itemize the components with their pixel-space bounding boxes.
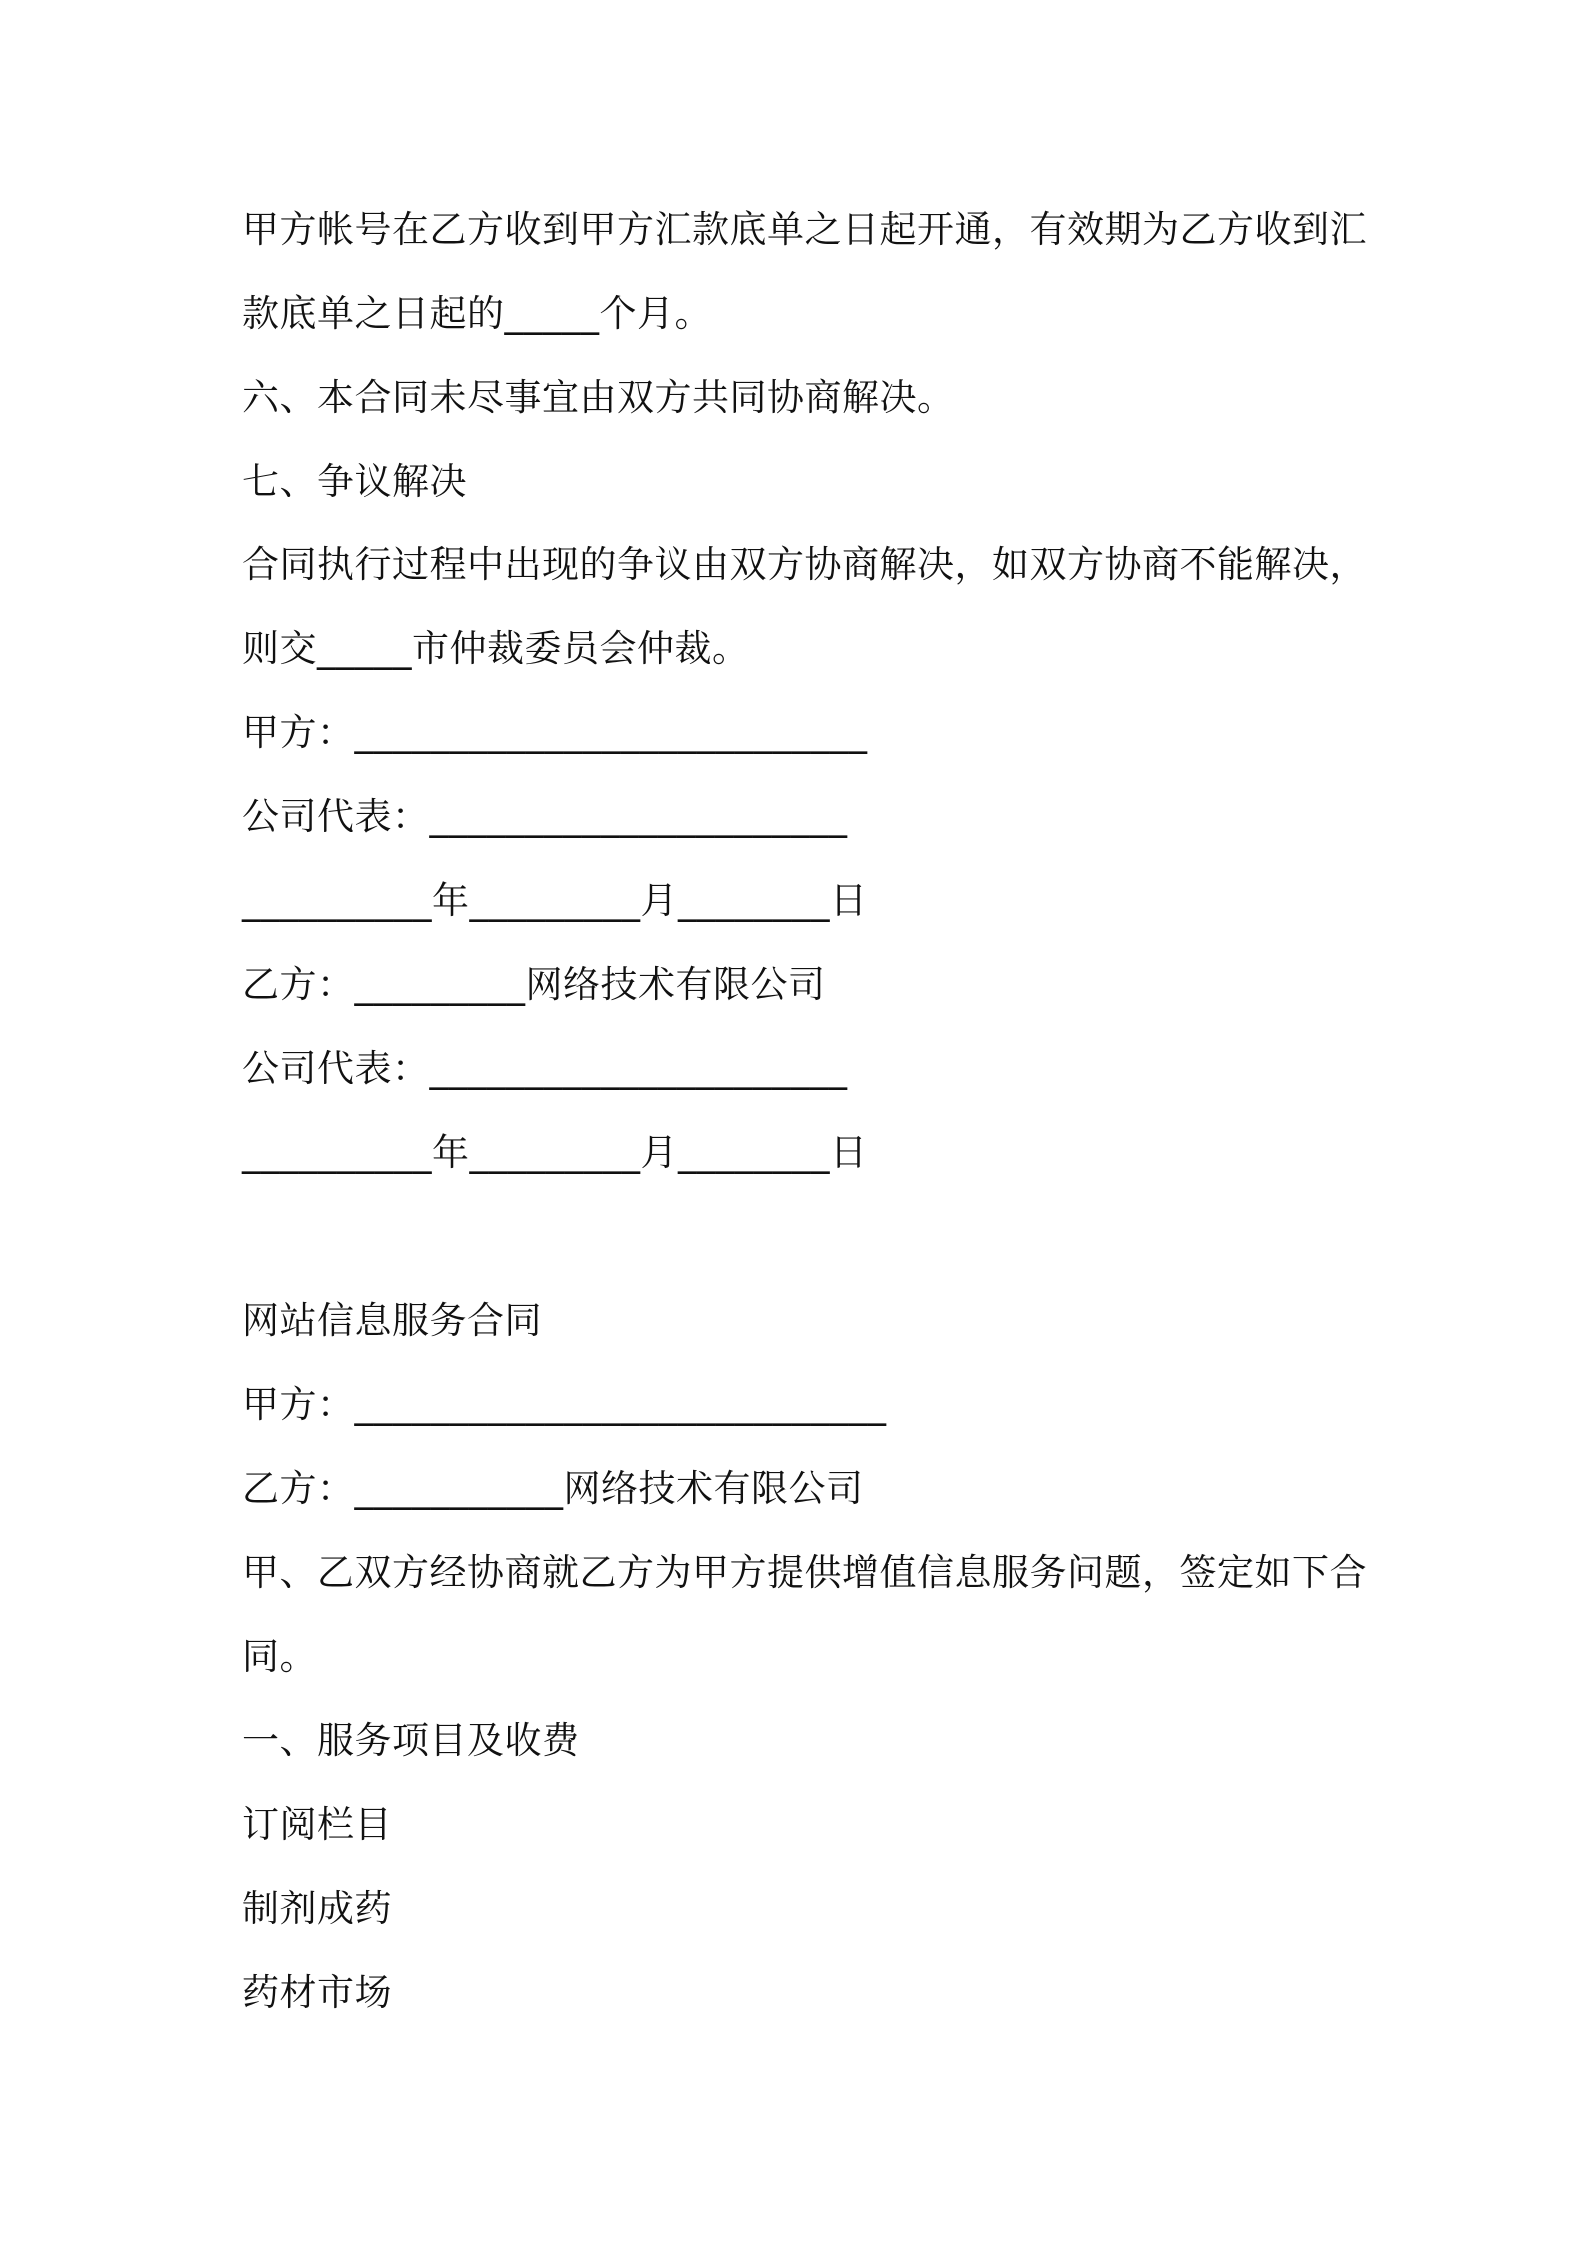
- party-a-line: 甲方：____________________________: [242, 1383, 887, 1426]
- party-b-line: 乙方：___________网络技术有限公司: [242, 1467, 864, 1510]
- section-heading: 一、服务项目及收费: [242, 1719, 580, 1762]
- list-item: 药材市场: [242, 1971, 392, 2014]
- date-line: __________年_________月________日: [242, 879, 868, 922]
- section-heading: 六、本合同未尽事宜由双方共同协商解决。: [242, 376, 955, 419]
- text-line: 合同执行过程中出现的争议由双方协商解决，如双方协商不能解决，: [242, 543, 1367, 586]
- signature-line-party-a: 甲方：___________________________: [242, 711, 868, 754]
- signature-line-party-b: 乙方：_________网络技术有限公司: [242, 963, 826, 1006]
- signature-line-representative: 公司代表：______________________: [242, 795, 848, 838]
- text-line: 则交_____市仲裁委员会仲裁。: [242, 627, 750, 670]
- date-line: __________年_________月________日: [242, 1131, 868, 1174]
- section-heading: 七、争议解决: [242, 460, 467, 503]
- text-line: 款底单之日起的_____个月。: [242, 292, 712, 335]
- text-line: 甲、乙双方经协商就乙方为甲方提供增值信息服务问题，签定如下合: [242, 1551, 1367, 1594]
- text-line: 同。: [242, 1635, 317, 1678]
- signature-line-representative: 公司代表：______________________: [242, 1047, 848, 1090]
- list-item: 订阅栏目: [242, 1803, 392, 1846]
- text-line: 甲方帐号在乙方收到甲方汇款底单之日起开通，有效期为乙方收到汇: [242, 208, 1367, 251]
- contract-title: 网站信息服务合同: [242, 1299, 542, 1342]
- list-item: 制剂成药: [242, 1887, 392, 1930]
